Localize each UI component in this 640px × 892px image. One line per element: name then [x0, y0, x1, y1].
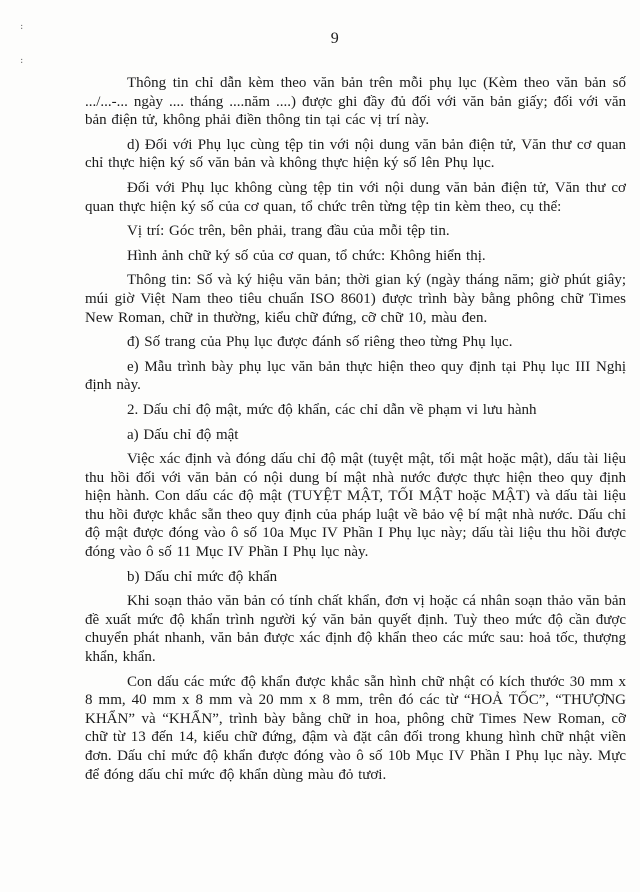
paragraph-signature-position: Vị trí: Góc trên, bên phải, trang đầu của mỗi tệp tin. — [127, 223, 450, 240]
paragraph-signature-info: Thông tin: Số và ký hiệu văn bản; thời gian ký (ngày tháng năm; giờ phút giây; múi giờ Việt Nam theo tiêu chuẩn ISO 8601) được trình bày bằng phông chữ Times New Roman, chữ in thường, kiểu chữ đứng, cỡ chữ 10, màu đen. — [85, 272, 626, 326]
paragraph-urgency-levels: Khi soạn thảo văn bản có tính chất khẩn, đơn vị hoặc cá nhân soạn thảo văn bản đề xuất mức độ khẩn trình người ký văn bản quyết định. Tuỳ theo mức độ cần được chuyển phát nhanh, văn bản được xác định độ khẩn theo các mức sau: hoả tốc, thượng khẩn, khẩn. — [85, 593, 626, 666]
paragraph-appendix-reference-note: Thông tin chỉ dẫn kèm theo văn bản trên mỗi phụ lục (Kèm theo văn bản số .../...-... ngày .... tháng ....năm ....) được ghi đầy đủ đối với văn bản giấy; đối với văn bản điện tử, không phải điền thông tin tại các vị trí này. — [85, 75, 626, 129]
paragraph-secrecy-stamp: Việc xác định và đóng dấu chỉ độ mật (tuyệt mật, tối mật hoặc mật), dấu tài liệu thu hồi đối với văn bản có nội dung bí mật nhà nước được thực hiện theo quy định hiện hành. Con dấu các độ mật (TUYỆT MẬT, TỐI MẬT hoặc MẬT) và dấu tài liệu thu hồi được khắc sẵn theo quy định của pháp luật về bảo vệ bí mật nhà nước. Dấu chỉ độ mật được đóng vào ô số 10a Mục IV Phần I Phụ lục này; dấu tài liệu thu hồi được đóng vào ô số 11 Mục IV Phần I Phụ lục này. — [85, 451, 626, 561]
scan-artifact: : — [19, 56, 25, 66]
paragraph-signature-image: Hình ảnh chữ ký số của cơ quan, tổ chức: Không hiển thị. — [127, 247, 486, 264]
paragraph-item-d-same-file: d) Đối với Phụ lục cùng tệp tin với nội dung văn bản điện tử, Văn thư cơ quan chỉ thực hiện ký số văn bản và không thực hiện ký số lên Phụ lục. — [85, 136, 626, 172]
document-body — [85, 74, 626, 790]
item-a-heading: a) Dấu chỉ độ mật — [127, 426, 239, 443]
paragraph-appendix-separate-file: Đối với Phụ lục không cùng tệp tin với nội dung văn bản điện tử, Văn thư cơ quan thực hiện ký số của cơ quan, tổ chức trên từng tệp tin kèm theo, cụ thể: — [85, 179, 626, 215]
page-number: 9 — [330, 30, 340, 47]
scan-artifact: : — [19, 22, 25, 32]
item-b-heading: b) Dấu chỉ mức độ khẩn — [127, 568, 278, 585]
paragraph-urgency-stamp: Con dấu các mức độ khẩn được khắc sẵn hình chữ nhật có kích thước 30 mm x 8 mm, 40 mm x 8 mm và 20 mm x 8 mm, trên đó các từ “HOẢ TỐC”, “THƯỢNG KHẨN” và “KHẨN”, trình bày bằng chữ in hoa, phông chữ Times New Roman, cỡ chữ từ 13 đến 14, kiểu chữ đứng, đậm và đặt cân đối trong khung hình chữ nhật viền đơn. Dấu chỉ mức độ khẩn được đóng vào ô số 10b Mục IV Phần I Phụ lục này. Mực để đóng dấu chỉ mức độ khẩn dùng màu đỏ tươi. — [85, 673, 626, 783]
section-2-heading: 2. Dấu chỉ độ mật, mức độ khẩn, các chỉ dẫn về phạm vi lưu hành — [127, 401, 537, 418]
paragraph-item-e-template: e) Mẫu trình bày phụ lục văn bản thực hiện theo quy định tại Phụ lục III Nghị định này. — [85, 358, 626, 394]
paragraph-item-dd-page-numbering: đ) Số trang của Phụ lục được đánh số riêng theo từng Phụ lục. — [127, 334, 513, 351]
